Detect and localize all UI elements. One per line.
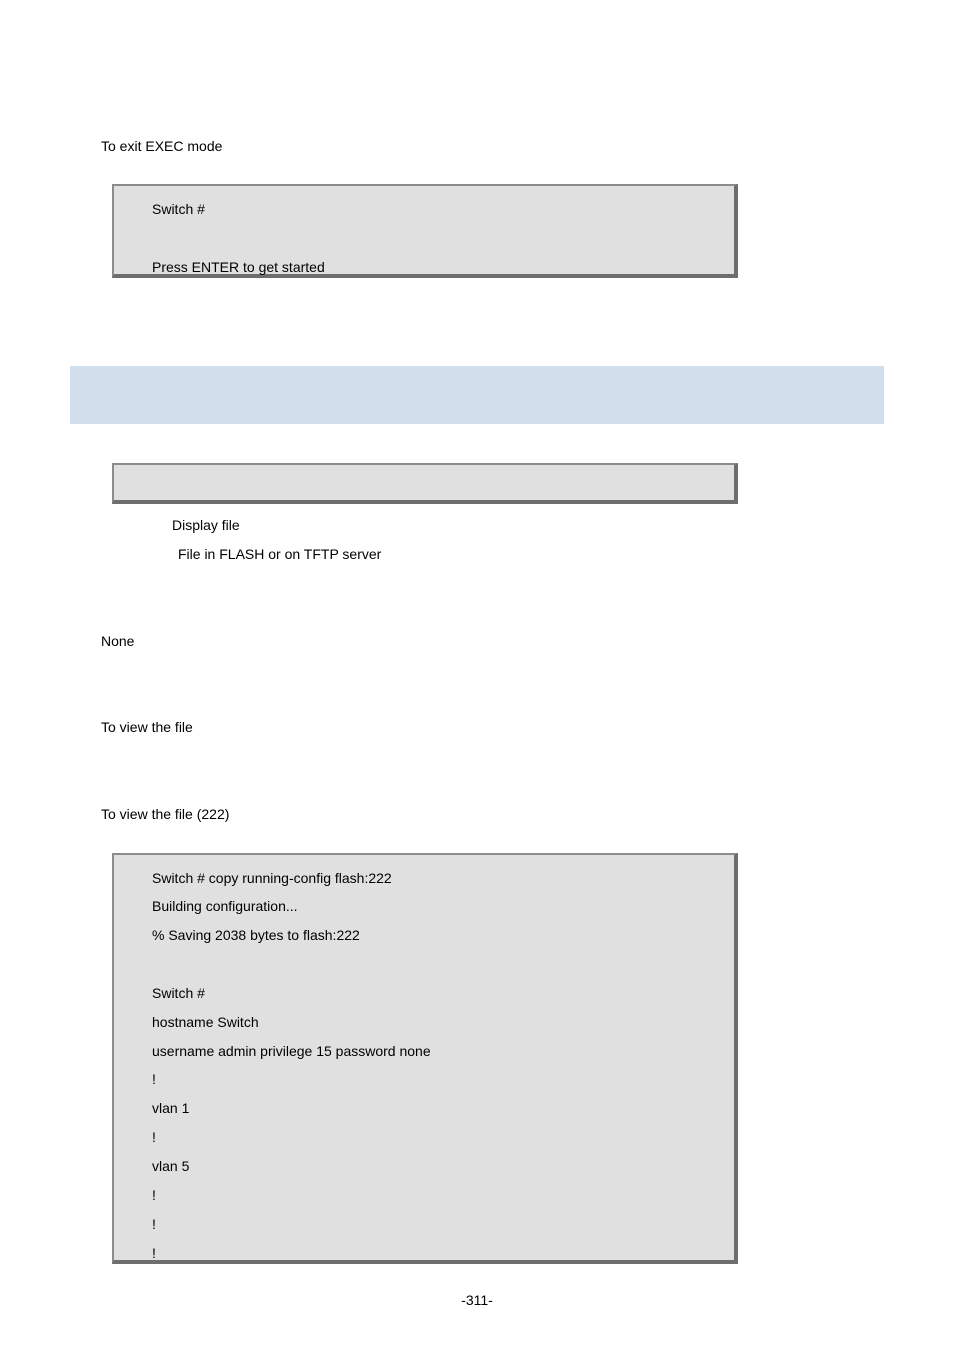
code-line: !: [152, 1187, 156, 1203]
code-line: Switch #: [152, 985, 205, 1001]
code-line: vlan 5: [152, 1158, 190, 1174]
command-heading-band: [70, 366, 884, 424]
default-value: None: [101, 633, 135, 649]
code-line: !: [152, 1216, 156, 1232]
page-number: -311-: [461, 1292, 493, 1308]
exit-exec-caption: To exit EXEC mode: [101, 138, 223, 154]
syntax-box: [112, 463, 738, 504]
example-code-box: [112, 853, 738, 1264]
code-line: !: [152, 1245, 156, 1261]
code-line: !: [152, 1071, 156, 1087]
code-line: Switch # copy running-config flash:222: [152, 870, 392, 886]
code-line: vlan 1: [152, 1100, 190, 1116]
code-line: username admin privilege 15 password none: [152, 1043, 431, 1059]
code-line: Press ENTER to get started: [152, 259, 325, 275]
param-description: Display file: [172, 517, 240, 533]
code-line: hostname Switch: [152, 1014, 259, 1030]
code-line: % Saving 2038 bytes to flash:222: [152, 927, 360, 943]
code-line: Switch #: [152, 201, 205, 217]
code-line: Building configuration...: [152, 898, 298, 914]
example-caption: To view the file (222): [101, 806, 230, 822]
param-description: File in FLASH or on TFTP server: [178, 546, 382, 562]
exit-exec-code-box: [112, 184, 738, 278]
usage-text: To view the file: [101, 719, 193, 735]
code-line: !: [152, 1129, 156, 1145]
